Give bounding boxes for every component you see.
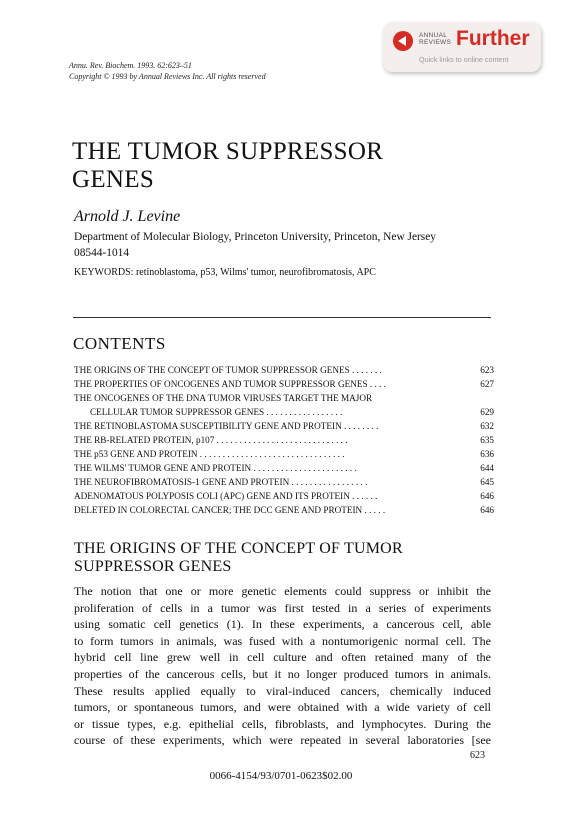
toc-entry [74, 447, 494, 461]
body-line: proliferation of cells in a tumor was first tested in a series of experiments [74, 600, 491, 615]
body-line: or tissue types, e.g. epithelial cells, fibroblasts, and lymphocytes. During the [74, 716, 491, 731]
toc-entry-page: 635 [480, 435, 494, 445]
toc-entry-page: 645 [480, 477, 494, 487]
body-line: These results applied equally to viral-induced cancers, chemically induced [74, 683, 491, 698]
toc-entry-title: THE NEUROFIBROMATOSIS-1 GENE AND PROTEIN . . . . . . . . . . . . . . . . . [74, 477, 368, 487]
article-title-line-1: THE TUMOR SUPPRESSOR [72, 138, 384, 165]
body-line: course of these experiments, which were repeated in several laboratories [see [74, 733, 491, 748]
toc-entry-page: 627 [480, 379, 494, 389]
badge-annual: ANNUAL [419, 32, 448, 39]
toc-entry-title: THE PROPERTIES OF ONCOGENES AND TUMOR SUPPRESSOR GENES . . . . [74, 379, 386, 389]
toc-entry-title: THE RB-RELATED PROTEIN, p107 . . . . . . . . . . . . . . . . . . . . . . . . . . . . . [74, 435, 348, 445]
badge-reviews: REVIEWS [419, 39, 452, 46]
toc-entry-page: 632 [480, 421, 494, 431]
toc-entry [74, 489, 494, 503]
toc-entry-title: THE WILMS' TUMOR GENE AND PROTEIN . . . . . . . . . . . . . . . . . . . . . . . [74, 463, 357, 473]
body-line: tumors, or spontaneous tumors, and were obtained with a wide variety of cell [74, 700, 491, 715]
toc-entry-page: 629 [480, 407, 494, 417]
toc-entry [74, 461, 494, 475]
toc-entry [74, 419, 494, 433]
badge-brand-text [419, 32, 451, 46]
toc-entry-page: 636 [480, 449, 494, 459]
page-number: 623 [470, 750, 485, 761]
badge-further: Further [456, 27, 530, 50]
article-title-line-2: GENES [72, 166, 155, 193]
table-of-contents [74, 363, 494, 517]
body-line: to form tumors in animals, was fused with a nontumorigenic normal cell. The [74, 633, 491, 648]
body-line: using somatic cell genetics (1). In these experiments, a cancerous cell, able [74, 617, 491, 632]
body-line: The notion that one or more genetic elements could suppress or inhibit the [74, 584, 491, 598]
toc-entry-title: ADENOMATOUS POLYPOSIS COLI (APC) GENE AND ITS PROTEIN . . . . . . [74, 491, 378, 501]
journal-copyright: Copyright © 1993 by Annual Reviews Inc. All rights reserved [69, 72, 266, 81]
toc-entry-page [470, 391, 494, 405]
toc-entry-page: 646 [480, 491, 494, 501]
affiliation-line-2: 08544-1014 [74, 247, 130, 259]
toc-entry-page: 644 [480, 463, 494, 473]
body-line: hybrid cell line grew well in cell culture and often retained many of the [74, 650, 491, 665]
annual-reviews-further-badge[interactable] [383, 22, 541, 72]
toc-entry-title: THE ORIGINS OF THE CONCEPT OF TUMOR SUPPRESSOR GENES . . . . . . . [74, 365, 382, 375]
keywords: KEYWORDS: retinoblastoma, p53, Wilms' tumor, neurofibromatosis, APC [74, 267, 376, 278]
toc-entry-title: CELLULAR TUMOR SUPPRESSOR GENES . . . . . . . . . . . . . . . . . [90, 407, 343, 417]
body-line: properties of the cancerous cells, but it no longer produced tumors in animals. [74, 666, 491, 681]
divider-rule [73, 317, 491, 318]
toc-entry [74, 503, 494, 517]
toc-entry-title: THE p53 GENE AND PROTEIN . . . . . . . . . . . . . . . . . . . . . . . . . . . . . . . . [74, 449, 345, 459]
section-heading-line-2: SUPPRESSOR GENES [74, 558, 232, 575]
author-name: Arnold J. Levine [74, 208, 181, 225]
badge-tagline: Quick links to online content [419, 55, 509, 64]
section-heading [74, 540, 434, 576]
toc-entry-page: 623 [480, 365, 494, 375]
toc-entry [74, 391, 494, 405]
toc-entry [74, 363, 494, 377]
toc-entry [74, 433, 494, 447]
toc-entry-page: 646 [480, 505, 494, 515]
footer-code: 0066-4154/93/0701-0623$02.00 [209, 770, 353, 782]
section-heading-line-1: THE ORIGINS OF THE CONCEPT OF TUMOR [74, 540, 403, 557]
toc-entry [74, 475, 494, 489]
toc-entry [74, 405, 494, 419]
journal-citation: Annu. Rev. Biochem. 1993. 62:623–51 [69, 61, 192, 70]
body-paragraph [74, 583, 491, 749]
article-title [72, 138, 432, 194]
author-affiliation [74, 229, 484, 261]
journal-info [69, 60, 266, 82]
toc-entry-title: THE ONCOGENES OF THE DNA TUMOR VIRUSES TARGET THE MAJOR [74, 393, 373, 403]
annual-reviews-logo-icon [393, 31, 413, 51]
toc-entry-title: DELETED IN COLORECTAL CANCER; THE DCC GENE AND PROTEIN . . . . . [74, 505, 386, 515]
affiliation-line-1: Department of Molecular Biology, Princeton University, Princeton, New Jersey [74, 231, 436, 243]
toc-entry-title: THE RETINOBLASTOMA SUSCEPTIBILITY GENE AND PROTEIN . . . . . . . . [74, 421, 379, 431]
toc-entry [74, 377, 494, 391]
contents-heading: CONTENTS [73, 334, 166, 353]
